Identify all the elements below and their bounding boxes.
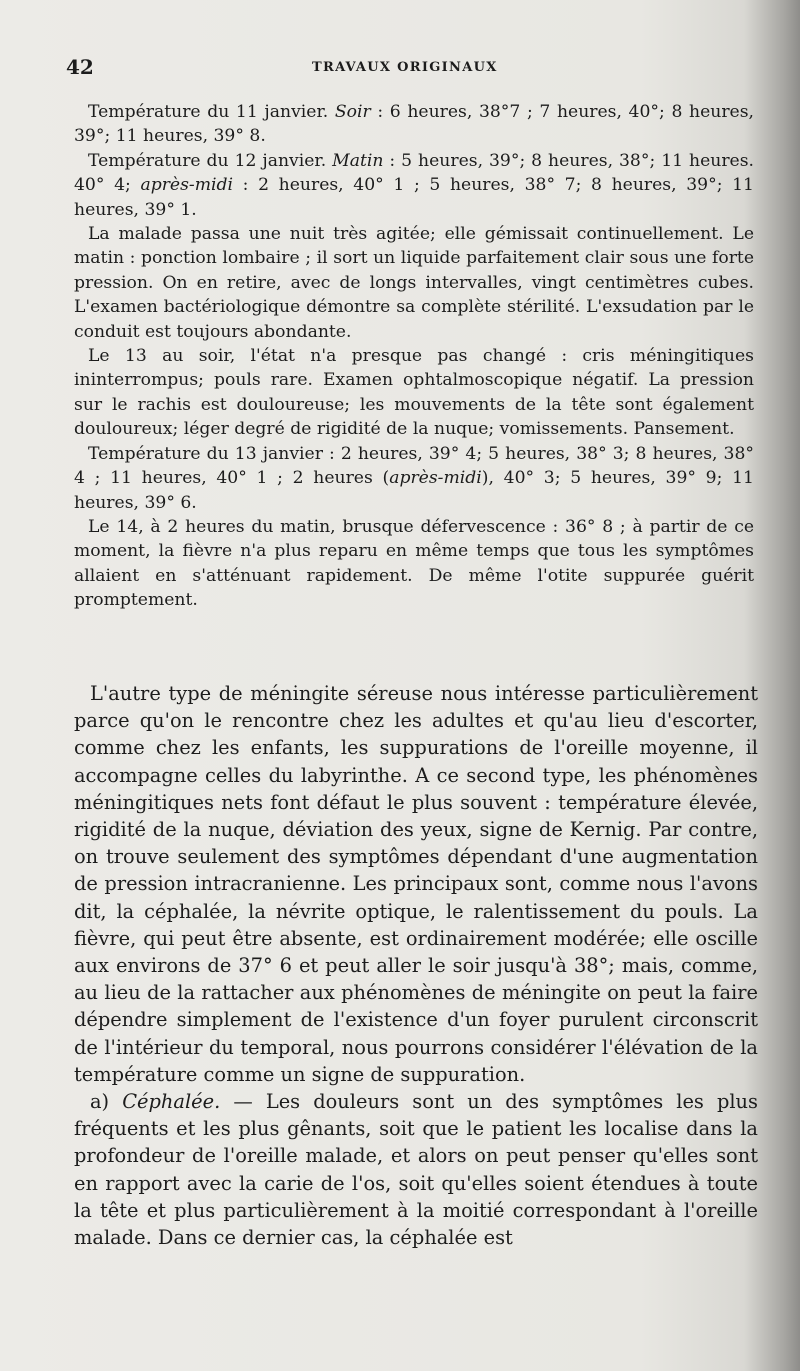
emphasis: Céphalée. <box>122 1090 221 1114</box>
paragraph-temperature-11: Température du 11 janvier. Soir : 6 heures, 38°7 ; 7 heures, 40°; 8 heures, 39°; 11 heures, 39° 8. <box>74 102 754 147</box>
emphasis: après-midi <box>140 175 234 196</box>
paragraph-night: La malade passa une nuit très agitée; elle gémissait continuellement. Le matin : ponction lombaire ; il sort un liquide parfaitement clair sous une forte pression. On en retire, avec de longs intervalles, vingt centimètres cubes. L'examen bactériologique démontre sa complète stérilité. L'exsudation par le conduit est toujours abondante. <box>74 224 754 342</box>
emphasis: Matin <box>332 150 384 171</box>
paragraph-temperature-12: Température du 12 janvier. Matin : 5 heures, 39°; 8 heures, 38°; 11 heures. 40° 4; après-midi : 2 heures, 40° 1 ; 5 heures, 38° 7; 8 heures, 39°; 11 heures, 39° 1. <box>74 150 754 220</box>
page-header <box>66 55 746 85</box>
running-title: TRAVAUX ORIGINAUX <box>312 60 498 75</box>
paragraph-cephalee: a) Céphalée. — Les douleurs sont un des symptômes les plus fréquents et les plus gênants, soit que le patient les localise dans la profondeur de l'oreille malade, et alors on peut penser qu'elles sont en rapport avec la carie de l'os, soit qu'elles soient étendues à toute la tête et plus particulièrement à la moitié correspondant à l'oreille malade. Dans ce dernier cas, la céphalée est <box>74 1090 758 1250</box>
paragraph-14: Le 14, à 2 heures du matin, brusque défervescence : 36° 8 ; à partir de ce moment, la fièvre n'a plus reparu en même temps que tous les symptômes allaient en s'atténuant rapidement. De même l'otite suppurée guérit promptement. <box>74 516 754 611</box>
page-number: 42 <box>66 55 94 79</box>
emphasis: après-midi <box>389 468 482 489</box>
paragraph-temperature-13: Température du 13 janvier : 2 heures, 39° 4; 5 heures, 38° 3; 8 heures, 38° 4 ; 11 heures, 40° 1 ; 2 heures (après-midi), 40° 3; 5 heures, 39° 9; 11 heures, 39° 6. <box>74 443 754 513</box>
emphasis: Soir <box>334 102 371 122</box>
main-text <box>74 680 758 1251</box>
paragraph-second-type: L'autre type de méningite séreuse nous intéresse particulièrement parce qu'on le rencontre chez les adultes et qu'au lieu d'escorter, comme chez les enfants, les suppurations de l'oreille moyenne, il accompagne celles du labyrinthe. A ce second type, les phénomènes méningitiques nets font défaut le plus souvent : température élevée, rigidité de la nuque, déviation des yeux, signe de Kernig. Par contre, on trouve seulement des symptômes dépendant d'une augmentation de pression intracranienne. Les principaux sont, comme nous l'avons dit, la céphalée, la névrite optique, le ralentissement du pouls. La fièvre, qui peut être absente, est ordinairement modérée; elle oscille aux environs de 37° 6 et peut aller le soir jusqu'à 38°; mais, comme, au lieu de la rattacher aux phénomènes de méningite on peut la faire dépendre simplement de l'existence d'un foyer purulent circonscrit de l'intérieur du temporal, nous pourrons considérer l'élévation de la température comme un signe de suppuration. <box>74 682 758 1086</box>
case-notes <box>74 100 754 613</box>
paragraph-13-evening: Le 13 au soir, l'état n'a presque pas changé : cris méningitiques ininterrompus; pouls rare. Examen ophtalmoscopique négatif. La pression sur le rachis est douloureuse; les mouvements de la tête sont également douloureux; léger degré de rigidité de la nuque; vomissements. Pansement. <box>74 346 754 440</box>
